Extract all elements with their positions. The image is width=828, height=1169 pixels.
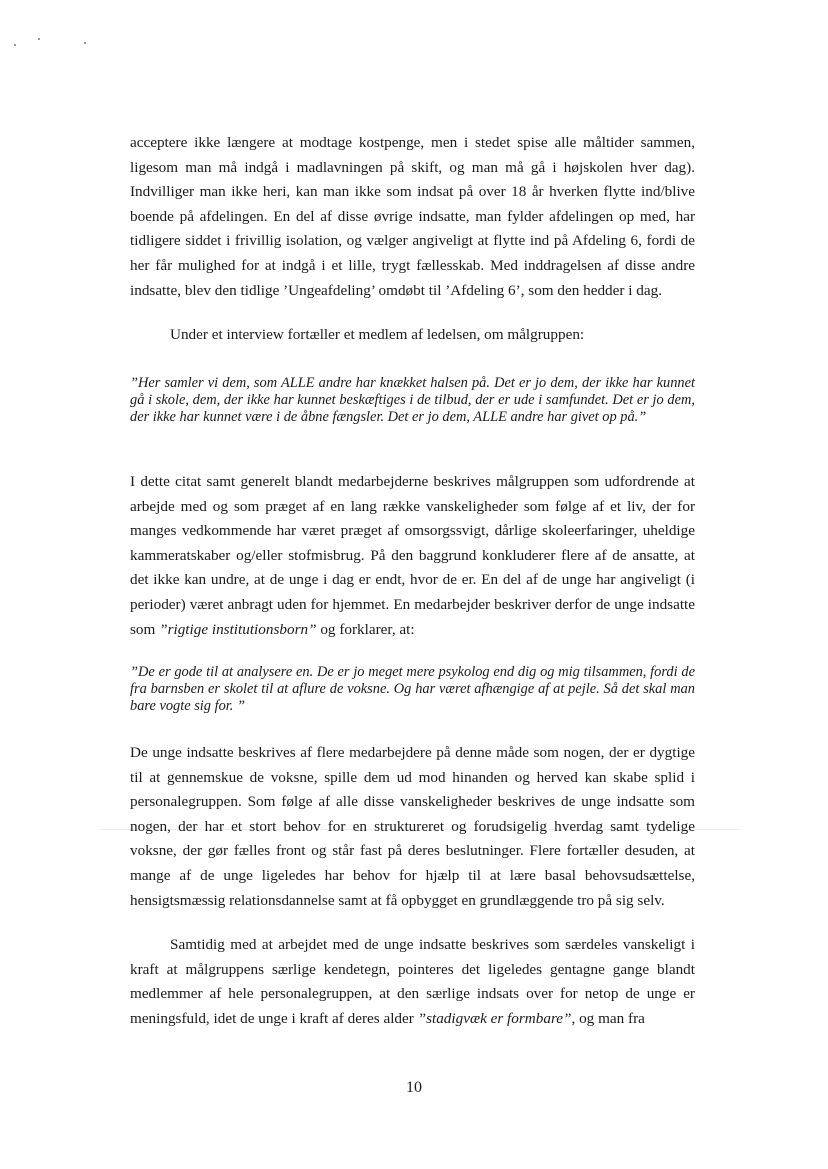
paragraph-3-text-b: og forklarer, at:: [316, 620, 415, 638]
scan-specks: [14, 36, 104, 52]
paragraph-4: De unge indsatte beskrives af flere medarbejdere på denne måde som nogen, der er dygtige til at gennemskue de voksne, spille dem ud mod hinanden og herved kan skabe splid i personalegruppen. Som følge af alle disse vanskeligheder beskrives de unge indsatte som nogen, der har et stort behov for en struktureret og forudsigelig hverdag samt tydelige voksne, der gør fælles front og står fast på deres beslutninger. Flere fortæller desuden, at mange af de unge ligeledes har behov for hjælp til at lære basal behovsudsættelse, hensigtsmæssig relationsdannelse samt at få opbygget en grundlæggende tro på sig selv.: [130, 744, 695, 909]
paragraph-5-emphasis: ”stadigvæk er formbare”: [417, 1009, 572, 1027]
paragraph-1: acceptere ikke længere at modtage kostpenge, men i stedet spise alle måltider sammen, ligesom man må indgå i madlavningen på skift, og man må gå i højskolen hver dag). Indvilliger man ikke heri, kan man ikke som indsat på over 18 år hverken flytte ind/blive boende på afdelingen. En del af disse øvrige indsatte, man fylder afdelingen op med, har tidligere siddet i frivillig isolation, og vælger angiveligt at flytte ind på Afdeling 6, fordi de her får mulighed for at indgå i et lille, trygt fællesskab. Med inddragelsen af disse andre indsatte, blev den tidlige ’Ungeafdeling’ omdøbt til ’Afdeling 6’, som den hedder i dag.: [130, 134, 695, 299]
paragraph-2: Under et interview fortæller et medlem af ledelsen, om målgruppen:: [170, 326, 585, 343]
paragraph-5-text-a: Samtidig med at arbejdet med de unge indsatte beskrives som særdeles vanskeligt i kraft at målgruppens særlige kendetegn, pointeres det ligeledes gentagne gange blandt medlemmer af hele personalegruppen, at den særlige indsats over for netop de unge er meningsfuld, idet de unge i kraft af deres alder: [130, 936, 695, 1027]
page-number: 10: [406, 1079, 422, 1096]
paragraph-3-text-a: I dette citat samt generelt blandt medarbejderne beskrives målgruppen som udfordrende at arbejde med og som præget af en lang række vanskeligheder som følge af et liv, der for manges vedkommende har været præget af omsorgssvigt, dårlige skoleerfaringer, uheldige kammeratskaber og/eller stofmisbrug. På den baggrund konkluderer flere af de ansatte, at det ikke kan undre, at de unge i dag er endt, hvor de er. En del af de unge har angiveligt (i perioder) været anbragt uden for hjemmet. En medarbejder beskriver derfor de unge indsatte som: [130, 473, 695, 638]
quote-2: ”De er gode til at analysere en. De er jo meget mere psykolog end dig og mig tilsammen, fordi de fra barnsben er skolet til at aflure de voksne. Og har været afhængige af at pejle. Så det skal man bare vogte sig for. ”: [130, 664, 695, 714]
quote-1: ”Her samler vi dem, som ALLE andre har knækket halsen på. Det er jo dem, der ikke har kunnet gå i skole, dem, der ikke har kunnet beskæftiges i de tilbud, der er ude i samfundet. Det er jo dem, der ikke har kunnet være i de åbne fængsler. Det er jo dem, ALLE andre har givet op på.”: [130, 375, 695, 425]
paragraph-3: [130, 470, 695, 642]
paragraph-5: [130, 933, 695, 1031]
paragraph-3-emphasis: ”rigtige institutionsborn”: [159, 620, 317, 638]
paragraph-5-text-b: , og man fra: [571, 1009, 645, 1027]
